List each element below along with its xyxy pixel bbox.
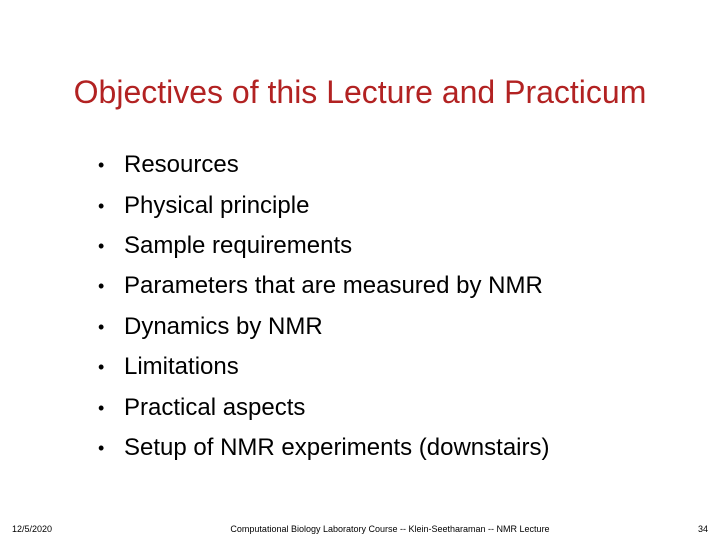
bullet-text: Setup of NMR experiments (downstairs) (124, 433, 550, 461)
footer-date: 12/5/2020 (12, 524, 53, 534)
slide-title: Objectives of this Lecture and Practicum (73, 74, 647, 110)
bullet-text: Limitations (124, 353, 239, 381)
bullet-icon: • (98, 316, 105, 337)
bullet-item (98, 266, 549, 306)
bullet-list (98, 145, 549, 468)
bullet-text: Resources (124, 151, 239, 179)
bullet-text: Sample requirements (124, 231, 353, 259)
bullet-item (98, 226, 549, 266)
bullet-text: Practical aspects (124, 393, 306, 421)
bullet-item (98, 185, 549, 225)
bullet-item (98, 428, 549, 468)
bullet-icon: • (98, 437, 105, 458)
bullet-item (98, 307, 549, 347)
bullet-text: Dynamics by NMR (124, 312, 323, 340)
bullet-text: Physical principle (124, 191, 310, 219)
bullet-icon: • (98, 397, 105, 418)
footer-course-title: Computational Biology Laboratory Course -- Klein-Seetharaman -- NMR Lecture (230, 524, 550, 534)
bullet-item (98, 387, 549, 427)
bullet-text: Parameters that are measured by NMR (124, 272, 543, 300)
bullet-icon: • (98, 276, 105, 297)
bullet-item (98, 347, 549, 387)
bullet-icon: • (98, 155, 105, 176)
bullet-item (98, 145, 549, 185)
footer-page-number: 34 (697, 524, 708, 534)
bullet-icon: • (98, 235, 105, 256)
bullet-icon: • (98, 195, 105, 216)
bullet-icon: • (98, 357, 105, 378)
